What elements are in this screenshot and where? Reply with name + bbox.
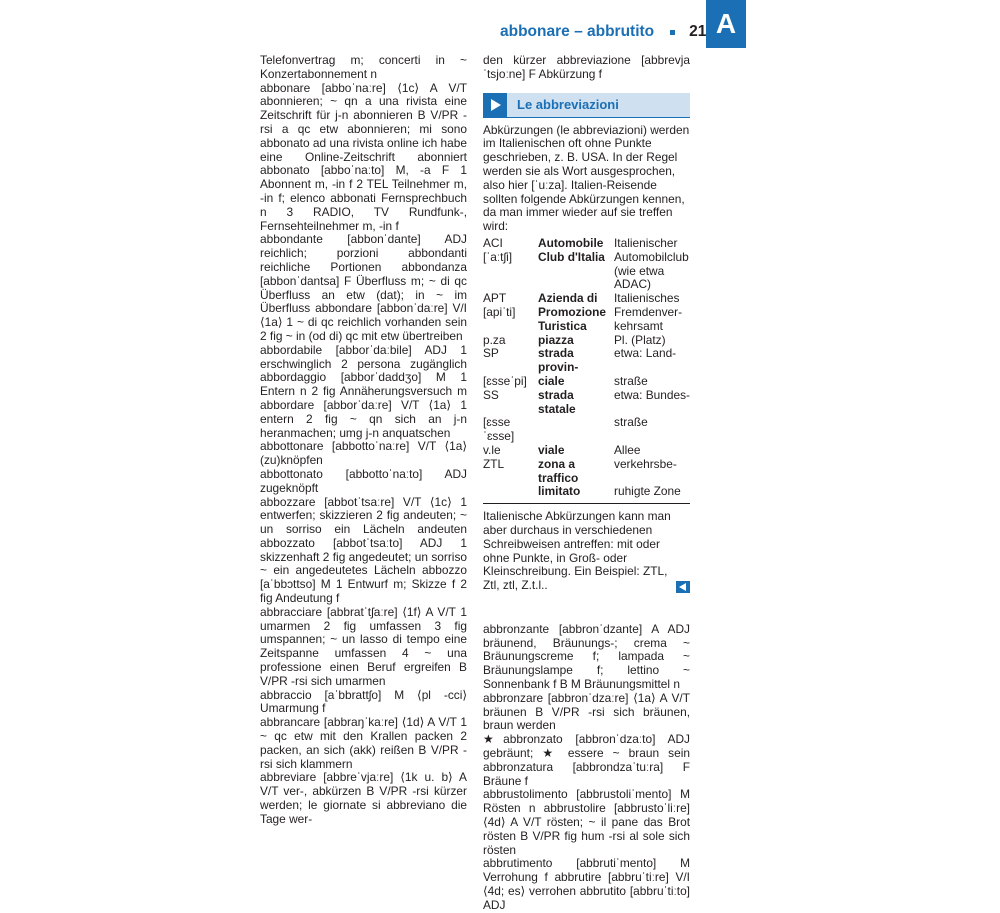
header-guide-words: abbonare – abbrutito bbox=[500, 23, 655, 40]
abbreviation-row bbox=[483, 265, 690, 279]
back-arrow-icon bbox=[676, 581, 690, 593]
header-square-icon bbox=[670, 30, 675, 35]
abbreviation-code: ZTL bbox=[483, 456, 505, 471]
abbreviation-row bbox=[483, 485, 690, 499]
abbreviation-full: Azienda di bbox=[538, 291, 598, 306]
abbreviation-full bbox=[538, 416, 614, 444]
abbreviation-full bbox=[538, 265, 614, 279]
abbreviation-translation: Automobilclub bbox=[614, 249, 689, 264]
abbreviation-full: limitato bbox=[538, 484, 581, 499]
abbreviation-full bbox=[538, 278, 614, 292]
abbreviation-row bbox=[483, 375, 690, 389]
abbreviation-full: ciale bbox=[538, 373, 565, 388]
abbreviation-row bbox=[483, 458, 690, 486]
abbreviation-translation: etwa: Land- bbox=[614, 346, 677, 361]
abbreviation-translation: Italienischer bbox=[614, 235, 678, 250]
abbreviation-translation: ADAC) bbox=[614, 277, 651, 292]
entry-abbrustolimento: abbrustolimento [abbrustoliˈmento] M Rösten n abbrustolire [abbrustoˈliːre] ⟨4d⟩ A V/T rösten; ~ il pane das Brot rösten B V/PR fig hum -rsi al sole sich rösten bbox=[483, 787, 690, 857]
entry-abbordabile: abbordabile [abborˈdaːbile] ADJ 1 erschwinglich 2 persona zugänglich abbordaggio [abborˈdaddʒo] M 1 Entern n 2 fig Annäherungsversuch m abbordare [abborˈdaːre] V/T ⟨1a⟩ 1 entern 2 fig ~ qn sich an j-n heranmachen; umg j-n anquatschen bbox=[260, 342, 467, 440]
info-box-intro: Abkürzungen (le abbreviazioni) werden im Italienischen oft ohne Punkte geschrieben, z. B. USA. In der Regel werden sie als Wort ausgesprochen, also hier [ˈuːza]. Italien-Reisende sollten folgende Abkürzungen kennen, da man immer wieder auf sie treffen wird: bbox=[483, 122, 690, 234]
abbreviation-full: viale bbox=[538, 442, 565, 457]
abbreviation-full: piazza bbox=[538, 332, 574, 347]
abbreviation-full: Turistica bbox=[538, 318, 587, 333]
abbreviation-translation: (wie etwa bbox=[614, 263, 665, 278]
entry-abbrancare: abbrancare [abbraŋˈkaːre] ⟨1d⟩ A V/T 1 ~ qc etw mit den Krallen packen 2 packen, an sich (akk) reißen B V/PR -rsi sich klammern bbox=[260, 715, 467, 771]
entry-abbottonato: abbottonato [abbottoˈnaːto] ADJ zugeknöpft bbox=[260, 466, 467, 495]
abbreviation-translation: kehrsamt bbox=[614, 318, 663, 333]
entry-abbrutimento: abbrutimento [abbrutiˈmento] M Verrohung f abbrutire [abbruˈtiːre] V/I ⟨4d; es⟩ verrohen abbrutito [abbruˈtiːto] ADJ bbox=[483, 856, 690, 912]
abbreviation-translation: ruhigte Zone bbox=[614, 484, 681, 499]
abbreviation-row bbox=[483, 347, 690, 375]
abbreviation-full: Promozione bbox=[538, 304, 607, 319]
abbreviation-row bbox=[483, 306, 690, 320]
entry-abbottonare: abbottonare [abbottoˈnaːre] V/T ⟨1a⟩ (zu)knöpfen bbox=[260, 439, 467, 468]
abbreviation-code: [ɛsseˈpi] bbox=[483, 373, 527, 388]
abbreviation-row bbox=[483, 334, 690, 348]
abbreviation-code: p.za bbox=[483, 332, 506, 347]
abbreviation-row bbox=[483, 251, 690, 265]
abbreviation-full: zona a traffico bbox=[538, 456, 579, 485]
abbreviation-code bbox=[483, 320, 538, 334]
entry-abbonare: abbonare [abboˈnaːre] ⟨1c⟩ A V/T abonnieren; ~ qn a una rivista eine Zeitschrift für j-n abonnieren B V/PR -rsi a qc etw abonnieren; mi sono abbonato ad una rivista online ich habe eine Online-Zeitschrift abonniert abbonato [abboˈnaːto] M, -a F 1 Abonnent m, -in f 2 TEL Teilnehmer m, -in f; elenco abbonati Fernsprechbuch n 3 RADIO, TV Rundfunk-, Fernsehteilnehmer m, -in f bbox=[260, 80, 467, 233]
entry-abbozzare: abbozzare [abbotˈtsaːre] V/T ⟨1c⟩ 1 entwerfen; skizzieren 2 fig andeuten; ~ un sorriso ein Lächeln andeuten abbozzato [abbotˈtsaːto] ADJ 1 skizzenhaft 2 fig angedeutet; un sorriso ~ ein angedeutetes Lächeln abbozzo [aˈbbɔttso] M 1 Entwurf m; Skizze f 2 fig Andeutung f bbox=[260, 494, 467, 606]
abbreviation-row bbox=[483, 278, 690, 292]
info-box-title: Le abbreviazioni bbox=[517, 96, 619, 112]
letter-tab: A bbox=[706, 0, 746, 48]
abbreviation-code: [apiˈti] bbox=[483, 304, 516, 319]
abbreviation-code: APT bbox=[483, 291, 507, 306]
info-box-header bbox=[483, 93, 690, 118]
abbreviation-row bbox=[483, 416, 690, 444]
abbreviation-translation: etwa: Bundes- bbox=[614, 387, 691, 402]
abbreviation-row bbox=[483, 292, 690, 306]
entry-abbracciare: abbracciare [abbratˈtʃaːre] ⟨1f⟩ A V/T 1 umarmen 2 fig umfassen 3 fig umspannen; ~ un lasso di tempo eine Zeitspanne umfassen 4 ~ una professione einen Beruf ergreifen B V/PR -rsi sich umarmen bbox=[260, 604, 467, 688]
abbreviation-row bbox=[483, 389, 690, 417]
abbreviation-code: v.le bbox=[483, 442, 501, 457]
abbreviation-translation: Italienisches bbox=[614, 291, 680, 306]
entry-abbondante: abbondante [abbonˈdante] ADJ reichlich; porzioni abbondanti reichliche Portionen abbondanza [abbonˈdantsa] F Überfluss m; ~ di qc Überfluss an etw (dat); in ~ im Überfluss abbondare [abbonˈdaːre] V/I ⟨1a⟩ 1 ~ di qc reichlich vorhanden sein 2 fig ~ in (od di) qc mit etw übertreiben bbox=[260, 232, 467, 343]
info-box-abbreviations bbox=[483, 93, 690, 593]
right-column bbox=[483, 54, 690, 913]
entry-continuation: Telefonvertrag m; concerti in ~ Konzertabonnement n bbox=[260, 53, 467, 81]
abbreviation-full: strada statale bbox=[538, 387, 576, 416]
abbreviation-translation: verkehrsbe- bbox=[614, 456, 677, 471]
abbreviation-full: strada provin- bbox=[538, 346, 579, 375]
info-box-outro: Italienische Abkürzungen kann man aber durchaus in verschiedenen Schreibweisen antreffen: mit oder ohne Punkte, in Groß- oder Kleinschreibung. Ein Beispiel: ZTL, Ztl, ztl, Z.t.l.. bbox=[483, 509, 671, 593]
abbreviation-code bbox=[483, 278, 538, 292]
abbreviation-code: ACI bbox=[483, 235, 503, 250]
abbreviation-code: [ɛsseˈɛsse] bbox=[483, 415, 515, 444]
abbreviation-row bbox=[483, 320, 690, 334]
abbreviation-table bbox=[483, 237, 690, 504]
abbreviation-full: Club d'Italia bbox=[538, 249, 605, 264]
entry-abbronzato: ★abbronzato [abbronˈdzaːto] ADJ gebräunt; ★ essere ~ braun sein abbronzatura [abbrondzaˈtuːra] F Bräune f bbox=[483, 732, 690, 788]
abbreviation-translation: straße bbox=[614, 373, 648, 388]
entry-abbraccio: abbraccio [aˈbbrattʃo] M ⟨pl -cci⟩ Umarmung f bbox=[260, 687, 467, 716]
abbreviation-translation: Fremdenver- bbox=[614, 304, 683, 319]
play-arrow-icon bbox=[483, 93, 507, 117]
abbreviation-code: SP bbox=[483, 346, 499, 361]
left-column bbox=[260, 54, 467, 827]
abbreviation-code: SS bbox=[483, 387, 499, 402]
abbreviation-translation: Allee bbox=[614, 442, 641, 457]
page-number: 21 bbox=[689, 23, 707, 40]
entry-abbronzante: abbronzante [abbronˈdzante] A ADJ bräunend, Bräunungs-; crema ~ Bräunungscreme f; lampada ~ Bräunungslampe f; lettino ~ Sonnenbank f B M Bräunungsmittel n bbox=[483, 621, 690, 692]
running-header bbox=[500, 20, 706, 44]
abbreviation-row bbox=[483, 237, 690, 251]
abbreviation-code bbox=[483, 485, 538, 499]
abbreviation-full: Automobile bbox=[538, 235, 604, 250]
entry-continuation-abbreviazione: den kürzer abbreviazione [abbrevjaˈtsjoːne] F Abkürzung f bbox=[483, 53, 690, 81]
abbreviation-translation: Pl. (Platz) bbox=[614, 332, 666, 347]
entry-abbronzare: abbronzare [abbronˈdzaːre] ⟨1a⟩ A V/T bräunen B V/PR -rsi sich bräunen, braun werden bbox=[483, 690, 690, 733]
abbreviation-code bbox=[483, 265, 538, 279]
abbreviation-code: [ˈaːtʃi] bbox=[483, 249, 513, 264]
entry-abbreviare: abbreviare [abbreˈvjaːre] ⟨1k u. b⟩ A V/T ver-, abkürzen B V/PR -rsi kürzer werden; le giornate si abbreviano die Tage wer- bbox=[260, 770, 467, 826]
abbreviation-translation: straße bbox=[614, 415, 648, 430]
abbreviation-row bbox=[483, 444, 690, 458]
